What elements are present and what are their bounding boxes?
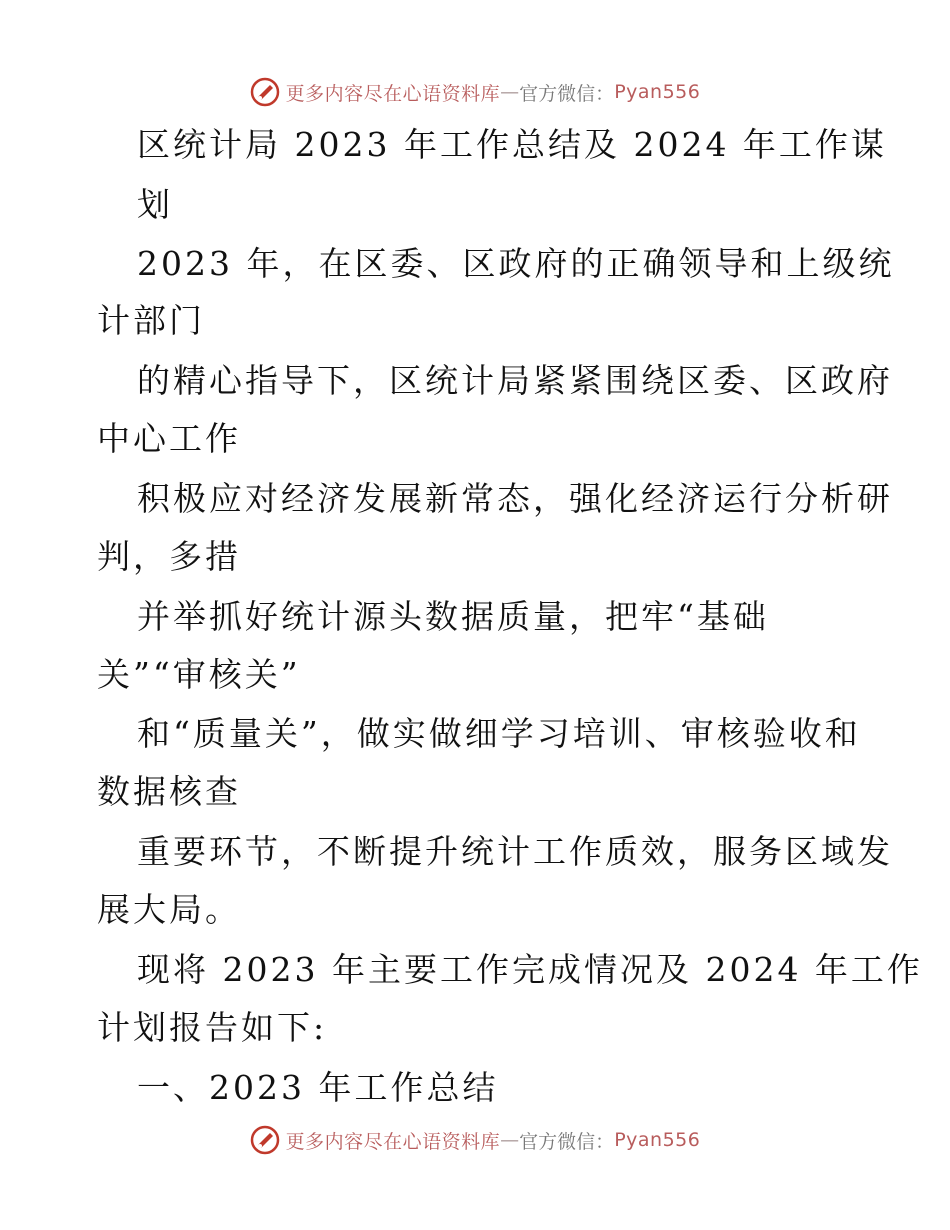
doc-line: 的精心指导下，区统计局紧紧围绕区委、区政府	[137, 361, 893, 400]
doc-line: 数据核查	[97, 772, 241, 811]
watermark-site-text: 更多内容尽在心语资料库	[285, 82, 501, 105]
header-watermark	[0, 72, 950, 112]
watermark-wechat-label: 官方微信：	[519, 1130, 615, 1153]
watermark-wechat-id: Pyan556	[614, 1129, 701, 1151]
doc-line: 现将 2023 年主要工作完成情况及 2024 年工作	[137, 950, 923, 989]
doc-line: 并举抓好统计源头数据质量，把牢“基础	[137, 597, 769, 636]
doc-line: 展大局。	[97, 890, 241, 929]
watermark-dash: —	[500, 1129, 520, 1151]
doc-line: 计部门	[97, 301, 205, 340]
doc-line: 计划报告如下:	[97, 1008, 328, 1047]
watermark-wechat-id: Pyan556	[614, 81, 701, 103]
doc-line: 中心工作	[97, 419, 241, 458]
doc-line: 关”“审核关”	[97, 655, 301, 694]
doc-title-line-1: 区统计局 2023 年工作总结及 2024 年工作谋	[137, 125, 887, 164]
doc-line: 积极应对经济发展新常态，强化经济运行分析研	[137, 479, 893, 518]
logo-icon	[250, 1125, 280, 1155]
section-heading: 一、2023 年工作总结	[137, 1068, 499, 1107]
logo-icon	[250, 77, 280, 107]
doc-line: 重要环节，不断提升统计工作质效，服务区域发	[137, 832, 893, 871]
doc-line: 判，多措	[97, 537, 241, 576]
watermark-site-text: 更多内容尽在心语资料库	[285, 1130, 501, 1153]
footer-watermark	[0, 1120, 950, 1160]
watermark-wechat-label: 官方微信：	[519, 82, 615, 105]
watermark-dash: —	[500, 81, 520, 103]
doc-line: 2023 年，在区委、区政府的正确领导和上级统	[137, 244, 895, 283]
doc-line: 和“质量关”，做实做细学习培训、审核验收和	[137, 714, 861, 753]
doc-title-line-2: 划	[137, 185, 173, 224]
